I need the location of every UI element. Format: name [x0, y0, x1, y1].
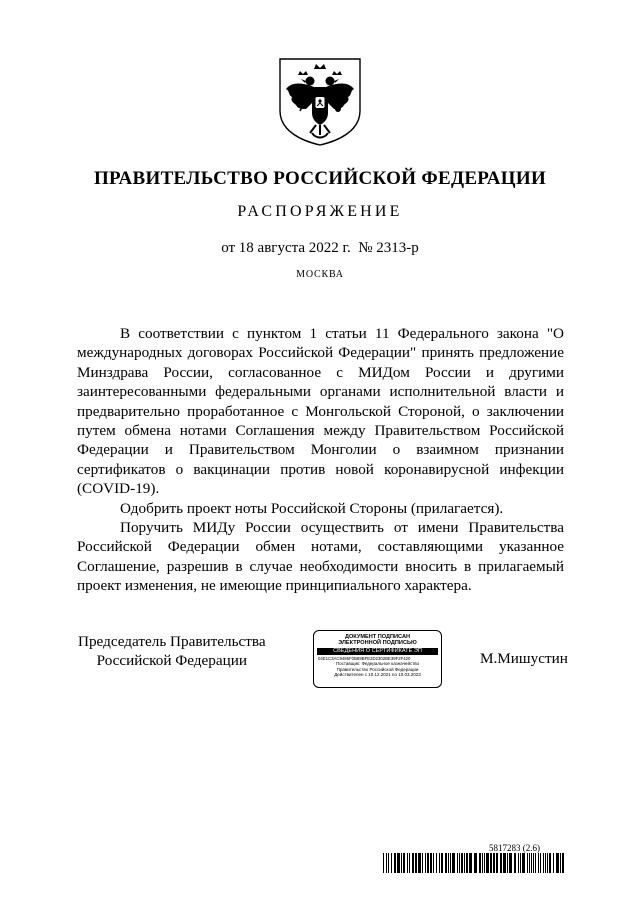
- stamp-validity: Действителен с 10.12.2021 по 10.03.2023: [334, 672, 421, 678]
- stamp-line: ЭЛЕКТРОННОЙ ПОДПИСЬЮ: [338, 640, 417, 647]
- coat-of-arms-emblem: [276, 55, 364, 147]
- electronic-signature-stamp: [313, 630, 442, 688]
- signatory-title-line: Российской Федерации: [96, 652, 247, 670]
- document-body: [77, 324, 564, 596]
- stamp-certificate-bar: СВЕДЕНИЯ О СЕРТИФИКАТЕ ЭП: [317, 648, 438, 655]
- signatory-title: [78, 632, 266, 671]
- document-date-number: от 18 августа 2022 г. № 2313-р: [221, 240, 419, 256]
- document-type: РАСПОРЯЖЕНИЕ: [237, 203, 403, 220]
- stamp-owner: Правительство Российской Федерации: [336, 666, 419, 672]
- signatory-title-line: Председатель Правительства: [78, 633, 266, 650]
- body-paragraph: Одобрить проект ноты Российской Стороны (прилагается).: [120, 499, 504, 517]
- barcode-icon: [383, 853, 565, 873]
- government-title: ПРАВИТЕЛЬСТВО РОССИЙСКОЙ ФЕДЕРАЦИИ: [93, 168, 547, 189]
- signatory-name: М.Мишустин: [480, 650, 568, 667]
- registration-number: 5817283 (2.6): [489, 843, 540, 853]
- stamp-issuer: Поставщик: Федеральное казначейство: [335, 661, 420, 667]
- stamp-serial: 04E1C3AC9486F0B88BFE2D2302BE39F2F420: [318, 655, 411, 661]
- body-paragraph: В соответствии с пунктом 1 статьи 11 Федерального закона "О международных договорах Российской Федерации" принять предложение Минздрава России, согласованное с МИДом России и другими заинтересованными федеральными органами исполнительной власти и предварительно проработанное с Монгольской Стороной, о заключении путем обмена нотами Соглашения между Правительством Российской Федерации и Правительством Монголии о взаимном признании сертификатов о вакцинации против новой коронавирусной инфекции (COVID-19).: [77, 325, 564, 498]
- document-city: МОСКВА: [296, 269, 344, 280]
- body-paragraph: Поручить МИДу России осуществить от имени Правительства Российской Федерации обмен нотами, составляющими указанное Соглашение, разрешив в случае необходимости вносить в прилагаемый проект изменения, не имеющие принципиального характера.: [77, 519, 564, 595]
- russian-coat-of-arms-icon: [276, 55, 364, 147]
- stamp-line: ДОКУМЕНТ ПОДПИСАН: [344, 634, 411, 640]
